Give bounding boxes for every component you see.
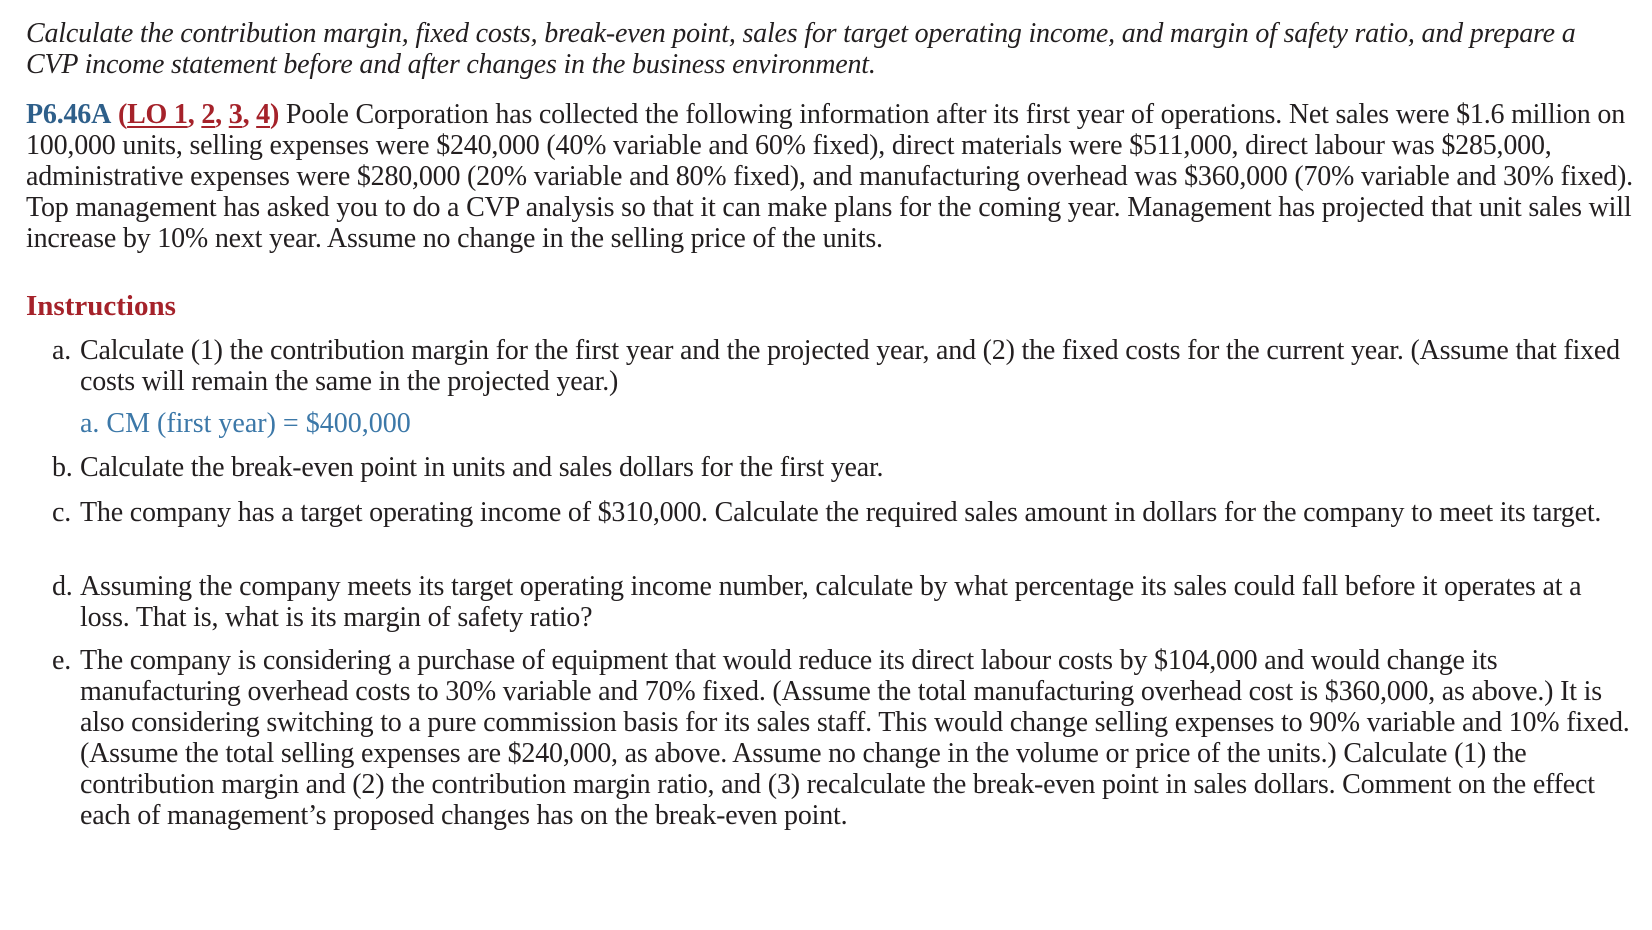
learning-objective-links bbox=[118, 99, 279, 130]
instruction-label: a. bbox=[52, 335, 72, 366]
instruction-label: d. bbox=[52, 571, 73, 602]
instruction-text: Assuming the company meets its target operating income number, calculate by what percentage its sales could fall before it operates at a loss. That is, what is its margin of safety ratio? bbox=[80, 571, 1582, 633]
instruction-text: The company is considering a purchase of equipment that would reduce its direct labour costs by $104,000 and would change its manufacturing overhead costs to 30% variable and 70% fixed. (Assume the total manufacturing overhead cost is $360,000, as above.) It is also considering switching to a pure commission basis for its sales staff. This would change selling expenses to 90% variable and 10% fixed. (Assume the total selling expenses are $240,000, as above. Assume no change in the volume or price of the units.) Calculate (1) the contribution margin and (2) the contribution margin ratio, and (3) recalculate the break-even point in sales dollars. Comment on the effect each of management’s proposed changes has on the break-even point. bbox=[80, 645, 1630, 831]
instruction-item-d bbox=[52, 571, 1632, 633]
lo-link-4[interactable]: 4 bbox=[256, 99, 270, 130]
instruction-item-b bbox=[52, 452, 1632, 483]
instruction-text: Calculate the break-even point in units and sales dollars for the first year. bbox=[80, 452, 884, 483]
lo-link-2[interactable]: 2 bbox=[201, 99, 216, 130]
lo-link-3[interactable]: 3 bbox=[228, 99, 243, 130]
instruction-label: c. bbox=[52, 497, 72, 528]
instruction-item-e bbox=[52, 645, 1632, 831]
instruction-label: b. bbox=[52, 452, 73, 483]
instruction-label: e. bbox=[52, 645, 72, 676]
instruction-text: Calculate (1) the contribution margin for the first year and the projected year, and (2) the fixed costs for the current year. (Assume that fixed costs will remain the same in the projected year.) bbox=[80, 335, 1620, 397]
instruction-item-c bbox=[52, 497, 1632, 528]
lo-sep-3: , bbox=[242, 99, 257, 130]
problem-body-text: Poole Corporation has collected the following information after its first year of operations. Net sales were $1.6 million on 100,000 units, selling expenses were $240,000 (40% variable and 60% fixed), direct materials were $511,000, direct labour was $285,000, administrative expenses were $280,000 (20% variable and 80% fixed), and manufacturing overhead was $360,000 (70% variable and 30% fixed). Top management has asked you to do a CVP analysis so that it can make plans for the coming year. Management has projected that unit sales will increase by 10% next year. Assume no change in the selling price of the units. bbox=[26, 99, 1633, 254]
answer-hint: a. CM (first year) = $400,000 bbox=[80, 408, 411, 439]
instruction-text: The company has a target operating income of $310,000. Calculate the required sales amount in dollars for the company to meet its target. bbox=[80, 497, 1602, 528]
lo-link-1[interactable]: LO 1 bbox=[127, 99, 188, 130]
lo-sep-1: , bbox=[187, 99, 202, 130]
problem-statement bbox=[26, 99, 1641, 254]
lo-close-paren: ) bbox=[269, 99, 280, 130]
instructions-heading: Instructions bbox=[26, 290, 176, 322]
learning-objective: Calculate the contribution margin, fixed costs, break-even point, sales for target operating income, and margin of safety ratio, and prepare a CVP income statement before and after changes in the business environment. bbox=[26, 18, 1576, 80]
problem-number: P6.46A bbox=[26, 99, 112, 130]
instruction-item-a bbox=[52, 335, 1632, 397]
lo-sep-2: , bbox=[215, 99, 229, 130]
lo-open-paren: ( bbox=[117, 99, 128, 130]
